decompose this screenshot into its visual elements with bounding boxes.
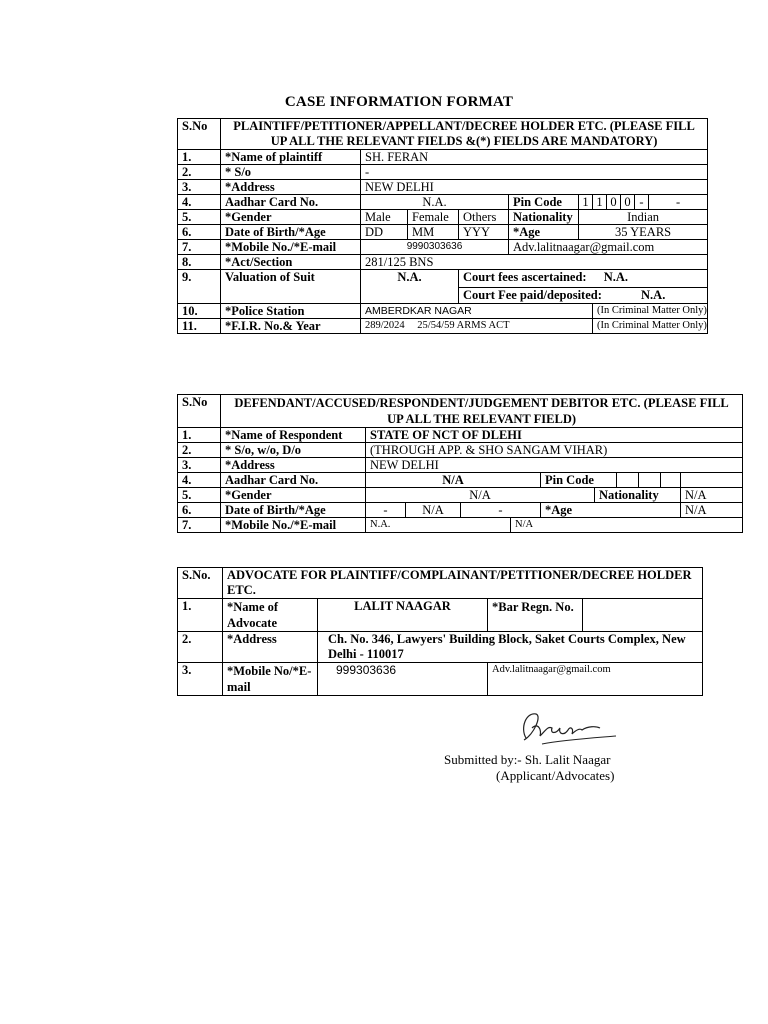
field-label: Aadhar Card No. xyxy=(221,473,366,488)
field-label: Date of Birth/*Age xyxy=(221,225,361,240)
pin-code-label: Pin Code xyxy=(509,195,579,210)
table-row xyxy=(178,150,708,165)
sno-header: S.No xyxy=(178,395,221,428)
row-number: 10. xyxy=(178,304,221,319)
age-label: *Age xyxy=(541,503,681,518)
row-number: 5. xyxy=(178,210,221,225)
table-row xyxy=(178,319,708,334)
row-number: 7. xyxy=(178,240,221,255)
defendant-table xyxy=(177,394,743,533)
nationality-value: N/A xyxy=(681,488,743,503)
table-row xyxy=(178,443,743,458)
fir-number-value: 289/2024 xyxy=(365,320,405,331)
respondent-mobile-value: N.A. xyxy=(366,518,511,533)
defendant-header: DEFENDANT/ACCUSED/RESPONDENT/JUDGEMENT DEBITOR ETC. (PLEASE FILL UP ALL THE RELEVANT FIELD) xyxy=(221,395,743,428)
pin-digit: 0 xyxy=(621,195,635,210)
field-label: Valuation of Suit xyxy=(221,270,361,304)
table-row xyxy=(178,599,703,632)
dob-day: - xyxy=(366,503,406,518)
row-number: 7. xyxy=(178,518,221,533)
police-station-value: AMBERDKAR NAGAR xyxy=(361,304,593,319)
row-number: 3. xyxy=(178,180,221,195)
respondent-aadhar-value: N/A xyxy=(366,473,541,488)
pin-digit: 1 xyxy=(579,195,593,210)
sno-header: S.No. xyxy=(178,568,223,599)
pin-code-label: Pin Code xyxy=(541,473,617,488)
pin-digit xyxy=(639,473,661,488)
table-row xyxy=(178,225,708,240)
table-row xyxy=(178,255,708,270)
dob-month: MM xyxy=(408,225,459,240)
field-label: *Gender xyxy=(221,210,361,225)
table-row xyxy=(178,663,703,696)
plaintiff-aadhar-value: N.A. xyxy=(361,195,509,210)
advocate-email-value: Adv.lalitnaagar@gmail.com xyxy=(488,663,703,696)
table-row xyxy=(178,165,708,180)
row-number: 9. xyxy=(178,270,221,304)
plaintiff-email-value: Adv.lalitnaagar@gmail.com xyxy=(509,240,708,255)
respondent-address-value: NEW DELHI xyxy=(366,458,743,473)
table-row xyxy=(178,210,708,225)
field-label: * S/o xyxy=(221,165,361,180)
dob-year: YYY xyxy=(459,225,509,240)
respondent-so-value: (THROUGH APP. & SHO SANGAM VIHAR) xyxy=(366,443,743,458)
court-fee-paid-label: Court Fee paid/deposited: xyxy=(463,288,602,302)
age-value: 35 YEARS xyxy=(579,225,708,240)
dob-day: DD xyxy=(361,225,408,240)
bar-regn-label: *Bar Regn. No. xyxy=(488,599,583,632)
dob-year: - xyxy=(461,503,541,518)
page-title: CASE INFORMATION FORMAT xyxy=(284,94,514,110)
table-row xyxy=(178,518,743,533)
age-label: *Age xyxy=(509,225,579,240)
plaintiff-address-value: NEW DELHI xyxy=(361,180,708,195)
advocate-address-value: Ch. No. 346, Lawyers' Building Block, Saket Courts Complex, New Delhi - 110017 xyxy=(318,632,703,663)
field-label: *Police Station xyxy=(221,304,361,319)
pin-digit xyxy=(681,473,743,488)
pin-digit: 1 xyxy=(593,195,607,210)
valuation-value: N.A. xyxy=(361,270,459,304)
gender-female-option: Female xyxy=(408,210,459,225)
row-number: 2. xyxy=(178,165,221,180)
respondent-email-value: N/A xyxy=(511,518,743,533)
row-number: 6. xyxy=(178,225,221,240)
table-row xyxy=(178,195,708,210)
field-label: * S/o, w/o, D/o xyxy=(221,443,366,458)
field-label: *Act/Section xyxy=(221,255,361,270)
row-number: 3. xyxy=(178,663,223,696)
advocate-header: ADVOCATE FOR PLAINTIFF/COMPLAINANT/PETITIONER/DECREE HOLDER ETC. xyxy=(223,568,703,599)
respondent-name-value: STATE OF NCT OF DLEHI xyxy=(366,428,743,443)
row-number: 3. xyxy=(178,458,221,473)
pin-digit: 0 xyxy=(607,195,621,210)
pin-digit: - xyxy=(649,195,708,210)
plaintiff-mobile-value: 9990303636 xyxy=(361,240,509,255)
field-label: *Address xyxy=(221,180,361,195)
table-row xyxy=(178,632,703,663)
table-row xyxy=(178,240,708,255)
field-label: Date of Birth/*Age xyxy=(221,503,366,518)
field-label: Aadhar Card No. xyxy=(221,195,361,210)
criminal-matter-note: (In Criminal Matter Only) xyxy=(593,304,708,319)
gender-others-option: Others xyxy=(459,210,509,225)
nationality-label: Nationality xyxy=(595,488,681,503)
table-row xyxy=(178,428,743,443)
field-label: *F.I.R. No.& Year xyxy=(221,319,361,334)
advocate-table xyxy=(177,567,703,696)
table-row xyxy=(178,458,743,473)
act-section-value: 281/125 BNS xyxy=(361,255,708,270)
plaintiff-table xyxy=(177,118,708,334)
fir-act-value: 25/54/59 ARMS ACT xyxy=(417,320,510,331)
respondent-gender-value: N/A xyxy=(366,488,595,503)
field-label: *Mobile No./*E-mail xyxy=(221,240,361,255)
bar-regn-value xyxy=(583,599,703,632)
table-row xyxy=(178,304,708,319)
field-label: *Name of Advocate xyxy=(223,599,318,632)
row-number: 1. xyxy=(178,428,221,443)
field-label: *Gender xyxy=(221,488,366,503)
pin-digit xyxy=(617,473,639,488)
applicant-role: (Applicant/Advocates) xyxy=(496,768,615,783)
criminal-matter-note: (In Criminal Matter Only) xyxy=(593,319,708,334)
advocate-name-value: LALIT NAAGAR xyxy=(318,599,488,632)
row-number: 8. xyxy=(178,255,221,270)
court-fee-paid-value: N.A. xyxy=(641,288,666,302)
table-row xyxy=(178,488,743,503)
nationality-value: Indian xyxy=(579,210,708,225)
table-row xyxy=(178,503,743,518)
row-number: 1. xyxy=(178,599,223,632)
dob-month: N/A xyxy=(406,503,461,518)
table-row xyxy=(178,473,743,488)
row-number: 6. xyxy=(178,503,221,518)
row-number: 4. xyxy=(178,473,221,488)
pin-digit: - xyxy=(635,195,649,210)
age-value: N/A xyxy=(681,503,743,518)
plaintiff-header-row xyxy=(178,119,708,150)
gender-male-option: Male xyxy=(361,210,408,225)
defendant-header-row xyxy=(178,395,743,428)
field-label: *Address xyxy=(221,458,366,473)
row-number: 4. xyxy=(178,195,221,210)
signature-image xyxy=(512,700,622,750)
field-label: *Mobile No/*E-mail xyxy=(223,663,318,696)
row-number: 5. xyxy=(178,488,221,503)
field-label: *Address xyxy=(223,632,318,663)
row-number: 2. xyxy=(178,632,223,663)
table-row xyxy=(178,180,708,195)
pin-digit xyxy=(661,473,681,488)
plaintiff-header: PLAINTIFF/PETITIONER/APPELLANT/DECREE HOLDER ETC. (PLEASE FILL UP ALL THE RELEVANT FIELDS &(*) FIELDS ARE MANDATORY) xyxy=(221,119,708,150)
table-row xyxy=(178,270,708,288)
row-number: 11. xyxy=(178,319,221,334)
submitted-by: Submitted by:- Sh. Lalit Naagar xyxy=(444,752,611,767)
nationality-label: Nationality xyxy=(509,210,579,225)
row-number: 2. xyxy=(178,443,221,458)
court-fees-label: Court fees ascertained: xyxy=(463,270,587,284)
advocate-header-row xyxy=(178,568,703,599)
row-number: 1. xyxy=(178,150,221,165)
plaintiff-so-value: - xyxy=(361,165,708,180)
field-label: *Mobile No./*E-mail xyxy=(221,518,366,533)
advocate-mobile-value: 999303636 xyxy=(318,663,488,696)
court-fees-value: N.A. xyxy=(603,270,629,284)
sno-header: S.No xyxy=(178,119,221,150)
field-label: *Name of plaintiff xyxy=(221,150,361,165)
field-label: *Name of Respondent xyxy=(221,428,366,443)
plaintiff-name-value: SH. FERAN xyxy=(361,150,708,165)
